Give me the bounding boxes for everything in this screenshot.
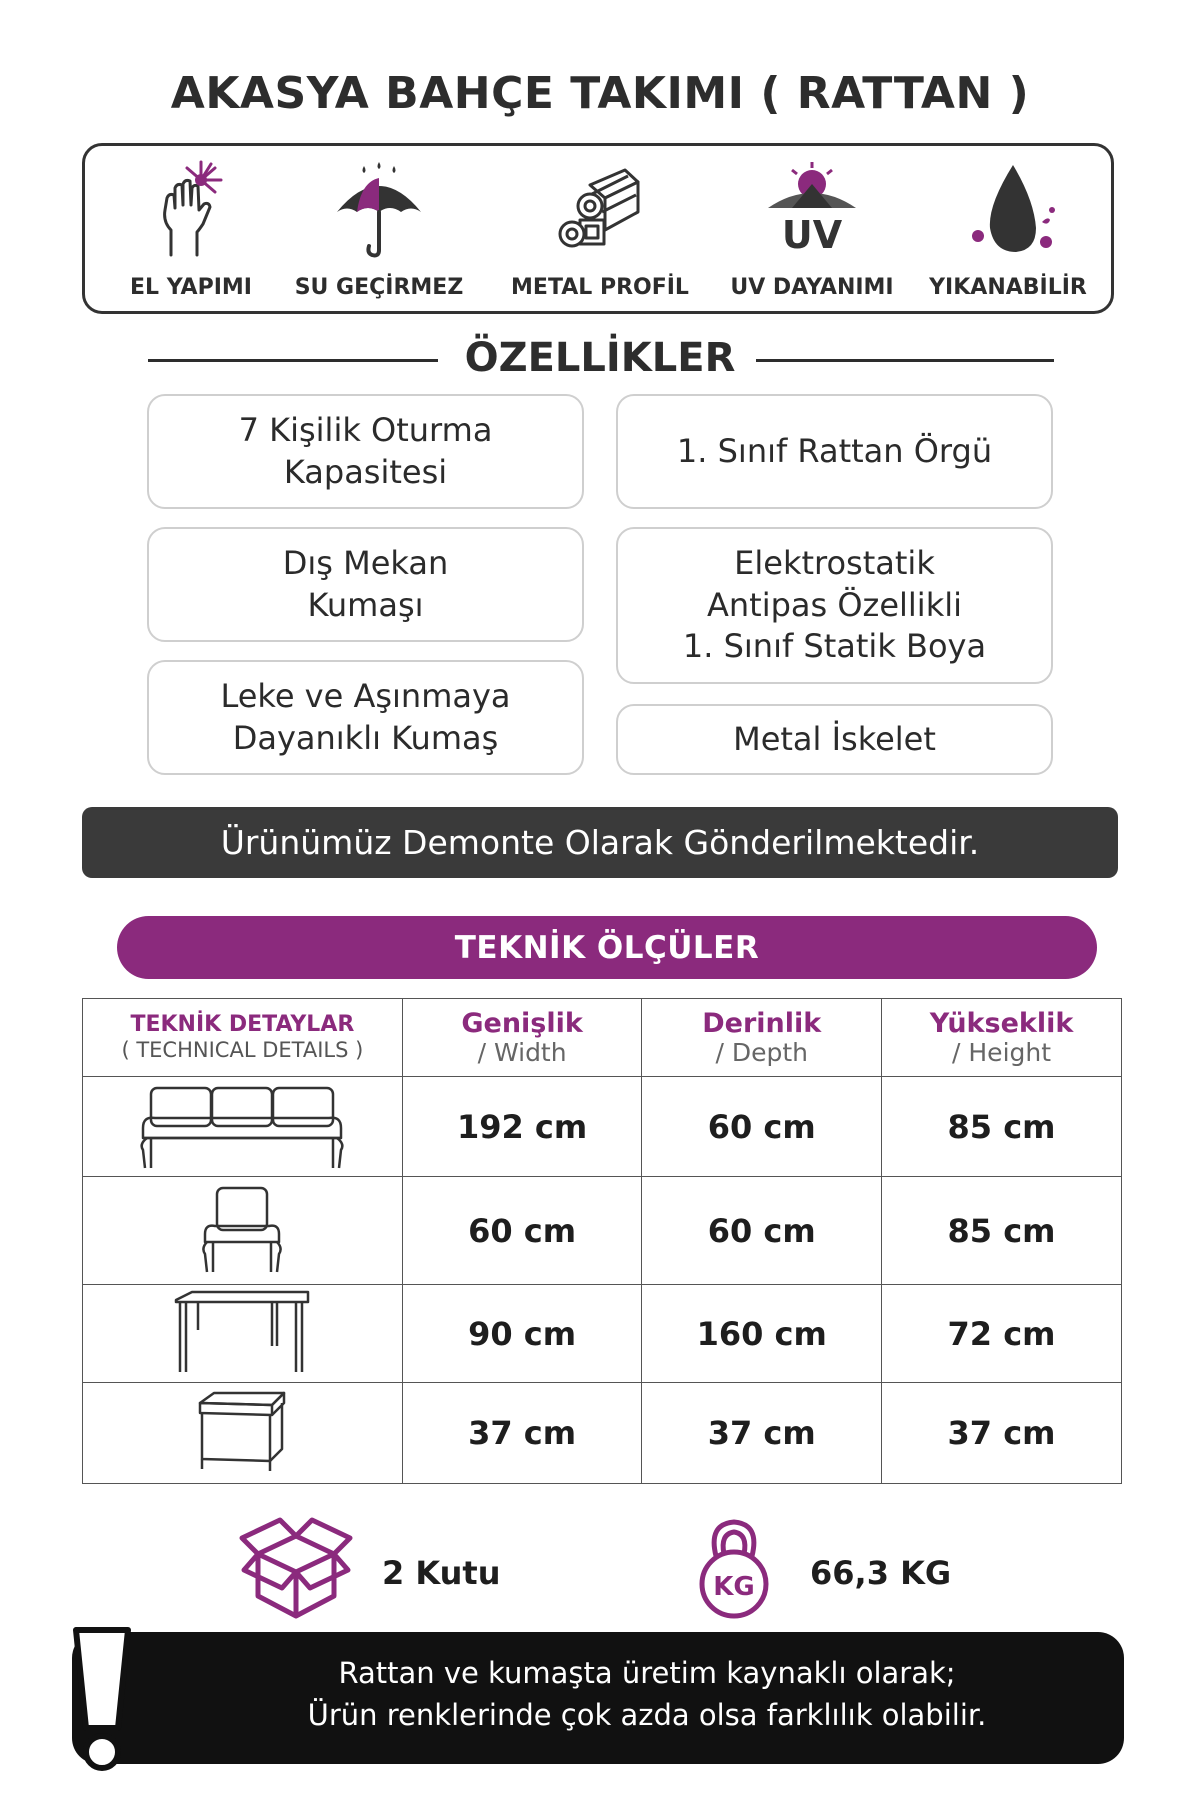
ottoman-width: 37 cm [402,1383,642,1484]
table-row [83,1177,1122,1285]
sofa-height: 85 cm [882,1077,1122,1177]
icon-label-handmade: EL YAPIMI [130,275,252,300]
dimensions-table [82,998,1122,1484]
feature-outdoor-fabric: Dış Mekan Kumaşı [147,527,584,642]
table-icon [172,1290,312,1374]
three-seat-sofa-icon [137,1080,347,1170]
feature-icon-waterproof [276,154,482,314]
table-row [83,1383,1122,1484]
feature-stain-resistant: Leke ve Aşınmaya Dayanıklı Kumaş [147,660,584,775]
table-row [83,1285,1122,1383]
feature-icon-washable [905,154,1111,314]
icon-label-metal-profile: METAL PROFİL [511,275,689,300]
measurements-title: TEKNİK ÖLÇÜLER [117,916,1097,979]
row-item-sofa [83,1077,403,1177]
sofa-width: 192 cm [402,1077,642,1177]
ottoman-depth: 37 cm [642,1383,882,1484]
icon-label-uv: UV DAYANIMI [730,275,894,300]
warning-line-1: Rattan ve kumaşta üretim kaynaklı olarak; [338,1656,956,1690]
icon-label-washable: YIKANABİLİR [929,275,1087,300]
kettlebell-icon [690,1516,778,1620]
package-count: 2 Kutu [382,1554,501,1592]
total-weight: 66,3 KG [810,1554,952,1592]
feature-icon-uv [709,154,915,314]
feature-static-paint: Elektrostatik Antipas Özellikli 1. Sınıf Statik Boya [616,527,1053,684]
header-depth: Derinlik / Depth [642,999,882,1077]
uv-icon [762,160,862,260]
header-width: Genişlik / Width [402,999,642,1077]
armchair-depth: 60 cm [642,1177,882,1285]
armchair-icon [197,1184,287,1274]
feature-metal-frame: Metal İskelet [616,704,1053,775]
warning-text [192,1652,1102,1736]
box-icon [238,1516,354,1620]
page-title: AKASYA BAHÇE TAKIMI ( RATTAN ) [170,68,1030,119]
row-item-armchair [83,1177,403,1285]
handmade-icon [141,160,241,260]
armchair-width: 60 cm [402,1177,642,1285]
row-item-ottoman [83,1383,403,1484]
warning-line-2: Ürün renklerinde çok azda olsa farklılık olabilir. [307,1698,987,1732]
table-depth: 160 cm [642,1285,882,1383]
feature-rattan-weave: 1. Sınıf Rattan Örgü [616,394,1053,509]
row-item-table [83,1285,403,1383]
feature-icon-handmade [88,154,294,314]
ottoman-icon [192,1389,292,1473]
header-technical-details: TEKNİK DETAYLAR ( TECHNICAL DETAILS ) [83,999,403,1077]
table-width: 90 cm [402,1285,642,1383]
umbrella-icon [329,160,429,260]
uv-glyph: UV [781,213,843,257]
ottoman-height: 37 cm [882,1383,1122,1484]
feature-icons-box [82,143,1114,314]
icon-label-waterproof: SU GEÇİRMEZ [294,275,464,300]
table-row [83,1077,1122,1177]
sofa-depth: 60 cm [642,1077,882,1177]
header-height: Yükseklik / Height [882,999,1122,1077]
table-header-row [83,999,1122,1077]
exclamation-icon [66,1624,138,1772]
features-title: ÖZELLİKLER [464,335,736,381]
color-warning-banner [72,1632,1124,1764]
kg-glyph: KG [713,1572,755,1602]
feature-seating-capacity: 7 Kişilik Oturma Kapasitesi [147,394,584,509]
water-drop-icon [958,160,1058,260]
table-height: 72 cm [882,1285,1122,1383]
feature-icon-metal-profile [497,154,703,314]
shipping-note-banner: Ürünümüz Demonte Olarak Gönderilmektedir. [82,807,1118,878]
armchair-height: 85 cm [882,1177,1122,1285]
metal-pipes-icon [550,160,650,260]
